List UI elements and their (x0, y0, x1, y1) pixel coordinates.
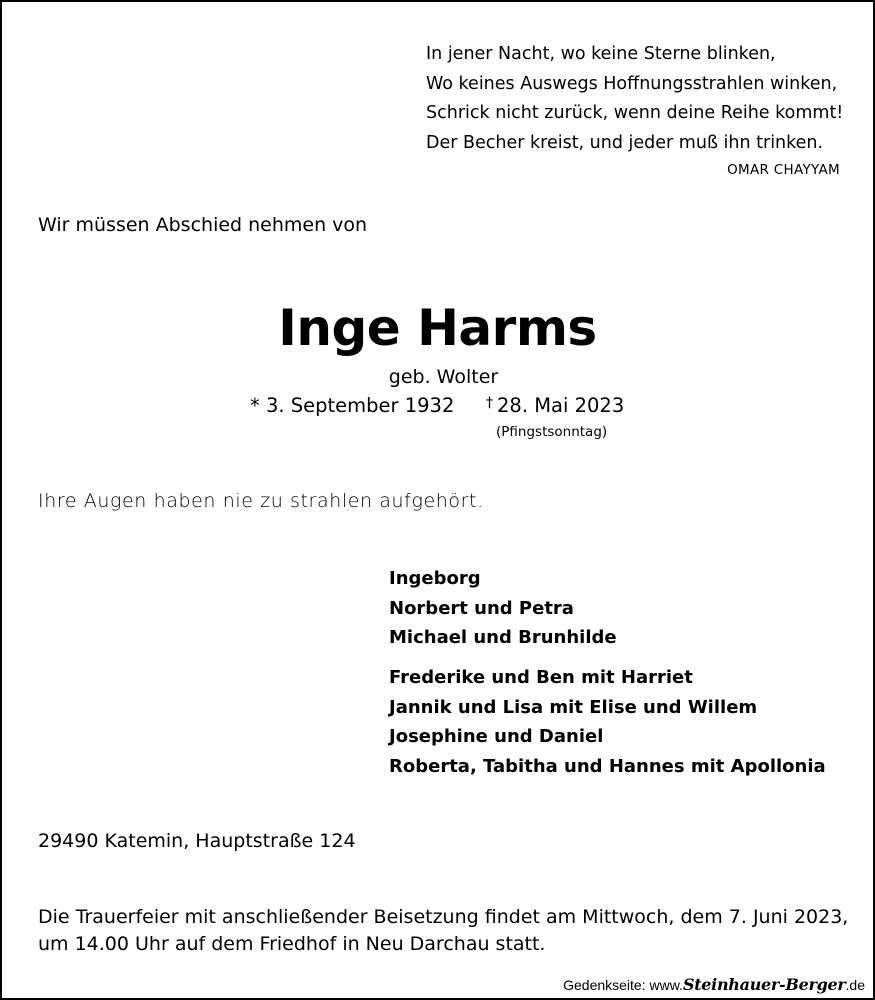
mourners-children (389, 564, 617, 653)
memorial-page-link[interactable] (563, 975, 865, 994)
funeral-info-line: um 14.00 Uhr auf dem Friedhof in Neu Darchau statt. (38, 933, 546, 955)
deceased-name: Inge Harms (278, 299, 597, 357)
mourner-entry: Norbert und Petra (389, 597, 574, 619)
memorial-quote: Ihre Augen haben nie zu strahlen aufgehört. (38, 490, 484, 512)
death-date-line (486, 394, 624, 417)
memorial-page-domain-suffix: .de (845, 977, 865, 993)
birth-date: * 3. September 1932 (250, 394, 455, 417)
mourner-entry: Ingeborg (389, 568, 481, 589)
memorial-page-label: Gedenkseite: www. (563, 977, 683, 993)
mourner-entry: Jannik und Lisa mit Elise und Willem (389, 696, 758, 718)
funeral-info-line: Die Trauerfeier mit anschließender Beisetzung findet am Mittwoch, dem 7. Juni 2023, (38, 906, 849, 928)
poem-line: Wo keines Auswegs Hoffnungsstrahlen winken, (426, 73, 838, 94)
funeral-info (38, 904, 848, 958)
poem-line: In jener Nacht, wo keine Sterne blinken, (426, 44, 776, 64)
cross-icon: † (486, 395, 493, 411)
maiden-name: geb. Wolter (388, 366, 499, 388)
mourner-entry: Josephine und Daniel (389, 726, 604, 747)
steinhauer-berger-logo: Steinhauer-Berger (682, 975, 846, 994)
poem-line: Der Becher kreist, und jeder muß ihn trinken. (426, 132, 824, 153)
mourner-entry: Roberta, Tabitha und Hannes mit Apollonia (389, 755, 826, 777)
mourner-entry: Frederike und Ben mit Harriet (389, 667, 693, 688)
poem (426, 40, 846, 180)
mourner-entry: Michael und Brunhilde (389, 627, 617, 648)
death-date: 28. Mai 2023 (497, 394, 625, 417)
death-date-note: (Pfingstsonntag) (496, 424, 608, 440)
poem-line: Schrick nicht zurück, wenn deine Reihe kommt! (426, 103, 844, 123)
intro-text: Wir müssen Abschied nehmen von (38, 214, 368, 236)
mourners-grandchildren (389, 663, 826, 781)
poem-author: OMAR CHAYYAM (727, 162, 840, 178)
family-address: 29490 Katemin, Hauptstraße 124 (38, 830, 356, 852)
